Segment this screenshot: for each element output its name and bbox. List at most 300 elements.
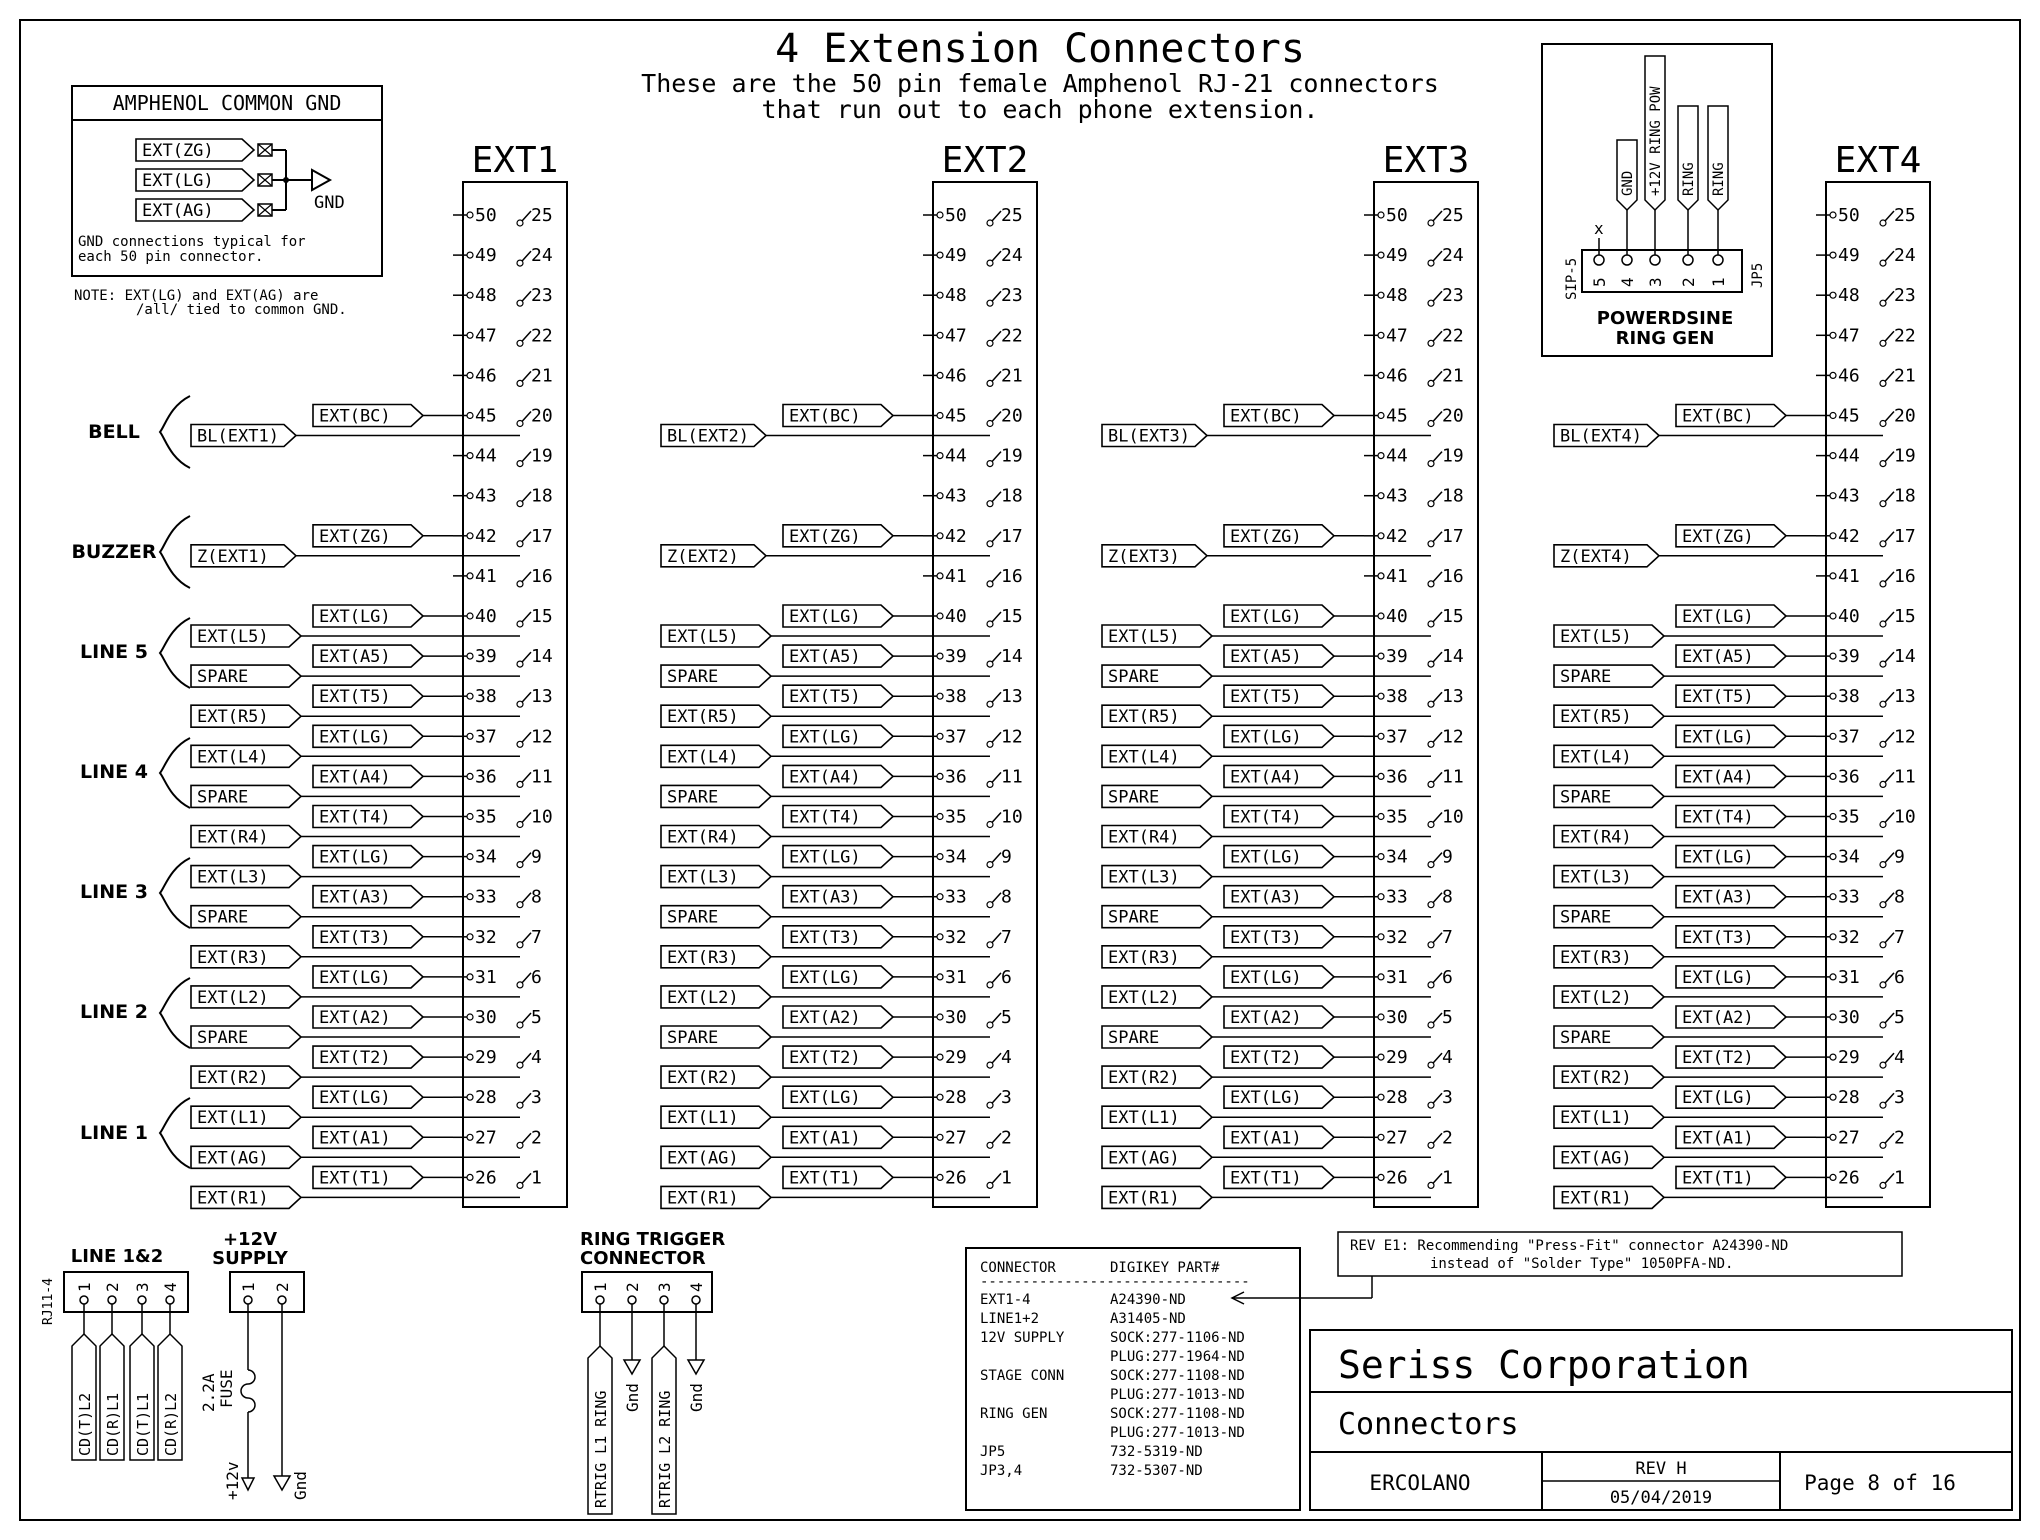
page-number: Page 8 of 16 [1804, 1471, 1956, 1495]
parts-table [966, 1248, 1372, 1510]
pin-number: 48 [945, 285, 967, 307]
port-pin-32: EXT(T3) [1682, 927, 1754, 948]
pin-number: 32 [475, 926, 497, 948]
pin-number: 44 [1386, 445, 1408, 467]
pin-number: 17 [531, 525, 553, 547]
pin-number: 30 [475, 1007, 497, 1028]
port-pin-13: EXT(R5) [197, 707, 269, 728]
parts-row-part: PLUG:277-1013-ND [1110, 1425, 1245, 1441]
pin-number: 11 [1001, 766, 1023, 788]
pin-number: 23 [1442, 285, 1464, 307]
pin-number: 35 [475, 806, 497, 828]
pin-number: 45 [945, 405, 967, 427]
port-buzzer: Z(EXT3) [1108, 546, 1180, 567]
group-labels [71, 396, 190, 1168]
pin-number: 21 [1894, 365, 1916, 387]
line12-pin-number: 3 [133, 1282, 152, 1292]
pin-number: 38 [945, 686, 967, 708]
port-pin-35: EXT(T4) [789, 807, 861, 828]
pin-number: 12 [1894, 726, 1916, 748]
pin-number: 33 [945, 886, 967, 908]
pin-number: 26 [475, 1167, 497, 1189]
pin-number: 33 [1386, 886, 1408, 908]
parts-row-part: SOCK:277-1108-ND [1110, 1368, 1245, 1384]
pin-number: 40 [1386, 606, 1408, 627]
pin-number: 13 [1001, 686, 1023, 708]
pin-number: 49 [1386, 245, 1408, 267]
port-pin-11: SPARE [667, 787, 719, 808]
pin-number: 21 [1442, 365, 1464, 387]
port-pin-26: EXT(T1) [789, 1168, 861, 1189]
pin-number: 48 [1838, 285, 1860, 307]
port-pin-27: EXT(A1) [1230, 1128, 1302, 1149]
ring-trigger-title-2: CONNECTOR [580, 1248, 706, 1269]
group-brace [160, 1098, 190, 1168]
port-pin-14: SPARE [667, 667, 719, 688]
pin-number: 5 [1894, 1007, 1905, 1028]
pin-number: 4 [1442, 1047, 1453, 1069]
port-pin-42: EXT(ZG) [319, 526, 391, 547]
connector-ext3 [1102, 140, 1478, 1208]
connector-ext2 [661, 140, 1037, 1208]
powerdsine-caption-1: POWERDSINE [1596, 308, 1734, 329]
pin-number: 8 [531, 886, 542, 908]
parts-row-connector: LINE1+2 [980, 1311, 1040, 1327]
pin-number: 8 [1894, 886, 1905, 908]
pin-number: 1 [1442, 1167, 1453, 1189]
pin-number: 41 [1838, 565, 1860, 587]
pin-number: 37 [1386, 726, 1408, 748]
pin-number: 8 [1001, 886, 1012, 908]
pin-number: 50 [1386, 205, 1408, 226]
pin-number: 41 [1386, 565, 1408, 587]
ring-trigger-pin-number: 3 [655, 1282, 674, 1292]
parts-header-connector: CONNECTOR [980, 1260, 1056, 1276]
ring-gen-port-label: RING [1681, 162, 1697, 196]
pin-number: 23 [531, 285, 553, 307]
sheet-title: Connectors [1338, 1407, 1519, 1442]
port-pin-40: EXT(LG) [1682, 607, 1754, 627]
port-pin-29: EXT(T2) [1682, 1048, 1754, 1069]
pin-number: 10 [1894, 806, 1916, 828]
pin-number: 16 [1001, 565, 1023, 587]
amphenol-common-gnd-box [72, 86, 382, 276]
line12-pin-number: 4 [161, 1282, 180, 1292]
pin-number: 4 [531, 1047, 542, 1069]
port-pin-29: EXT(T2) [1230, 1048, 1302, 1069]
ring-gen-port-label: +12V RING POW [1648, 86, 1664, 196]
port-pin-37: EXT(LG) [1682, 727, 1754, 748]
port-pin-12: EXT(L4) [1108, 747, 1180, 768]
port-pin-35: EXT(T4) [1682, 807, 1754, 828]
port-pin-15: EXT(L5) [1560, 627, 1632, 647]
line12-tag-label: CD(R)L1 [104, 1392, 122, 1456]
group-label-line-2: LINE 2 [80, 1001, 148, 1023]
pin-number: 12 [1001, 726, 1023, 748]
pin-number: 3 [1894, 1087, 1905, 1109]
port-pin-34: EXT(LG) [1682, 847, 1754, 868]
port-pin-33: EXT(A3) [1230, 887, 1302, 908]
port-pin-37: EXT(LG) [789, 727, 861, 748]
port-pin-5: SPARE [667, 1028, 719, 1048]
parts-row-part: 732-5319-ND [1110, 1444, 1203, 1460]
pin-number: 39 [945, 646, 967, 668]
port-pin-39: EXT(A5) [789, 647, 861, 668]
port-pin-32: EXT(T3) [319, 927, 391, 948]
port-pin-13: EXT(R5) [667, 707, 739, 728]
connector-title: EXT1 [471, 140, 559, 181]
line12-pin-number: 2 [103, 1282, 122, 1292]
pin-number: 6 [1442, 966, 1453, 988]
port-pin-14: SPARE [197, 667, 249, 688]
pin-number: 36 [1838, 766, 1860, 788]
port-pin-9: EXT(L3) [667, 867, 739, 888]
port-pin-39: EXT(A5) [1682, 647, 1754, 668]
pin-number: 44 [1838, 445, 1860, 467]
pin-number: 36 [945, 766, 967, 788]
rev-note [1338, 1232, 1902, 1276]
port-pin-13: EXT(R5) [1560, 707, 1632, 728]
port-pin-3: EXT(L1) [1108, 1108, 1180, 1129]
pin-number: 32 [945, 926, 967, 948]
pin-number: 31 [475, 966, 497, 988]
pin-number: 11 [531, 766, 553, 788]
pin-number: 8 [1442, 886, 1453, 908]
pin-number: 2 [1001, 1127, 1012, 1149]
pin-number: 26 [1386, 1167, 1408, 1189]
pin-number: 31 [1838, 966, 1860, 988]
port-pin-2: EXT(AG) [197, 1148, 269, 1169]
pin-2 [1683, 255, 1693, 265]
port-pin-27: EXT(A1) [319, 1128, 391, 1149]
powerdsine-caption-2: RING GEN [1615, 328, 1715, 349]
port-pin-6: EXT(L2) [1560, 987, 1632, 1008]
port-pin-2: EXT(AG) [1108, 1148, 1180, 1169]
port-pin-5: SPARE [197, 1028, 249, 1048]
pin-number: 21 [531, 365, 553, 387]
port-pin-3: EXT(L1) [667, 1108, 739, 1129]
pin-number: 45 [1838, 405, 1860, 427]
pin-number: 2 [1894, 1127, 1905, 1149]
ring-trigger-pin-number: 4 [687, 1282, 706, 1292]
pin-number: 47 [945, 325, 967, 347]
amphenol-port-2: EXT(AG) [142, 201, 214, 221]
line12-tag-label: CD(T)L1 [134, 1392, 152, 1456]
powerdsine-right-tag: JP5 [1750, 262, 1766, 288]
pin-number: 23 [1001, 285, 1023, 307]
port-pin-7: EXT(R3) [197, 947, 269, 968]
port-bell: BL(EXT2) [667, 426, 749, 447]
port-pin-45: EXT(BC) [1682, 406, 1754, 427]
port-pin-7: EXT(R3) [1560, 947, 1632, 968]
port-pin-6: EXT(L2) [667, 987, 739, 1008]
pin-number: 30 [1838, 1007, 1860, 1028]
pin-number: 50 [1838, 205, 1860, 226]
project-name: ERCOLANO [1369, 1471, 1471, 1495]
port-pin-4: EXT(R2) [197, 1068, 269, 1089]
pin-number: 32 [1386, 926, 1408, 948]
pin-number: 20 [531, 405, 553, 427]
port-pin-5: SPARE [1560, 1028, 1612, 1048]
pin-number: 20 [1894, 405, 1916, 427]
group-label-line-4: LINE 4 [80, 761, 148, 783]
port-pin-34: EXT(LG) [1230, 847, 1302, 868]
pin-number: 29 [1838, 1047, 1860, 1069]
pin-number: 31 [1386, 966, 1408, 988]
port-pin-27: EXT(A1) [1682, 1128, 1754, 1149]
fuse-label-1: 2.2A [199, 1373, 218, 1412]
pin-number: 43 [475, 485, 497, 507]
port-pin-12: EXT(L4) [197, 747, 269, 768]
port-pin-38: EXT(T5) [319, 687, 391, 708]
powerdsine-pin-number: 1 [1709, 277, 1728, 287]
pin-5 [1594, 255, 1604, 265]
pin-number: 45 [475, 405, 497, 427]
port-pin-29: EXT(T2) [789, 1048, 861, 1069]
fuse-icon [241, 1370, 255, 1412]
pin-number: 19 [1894, 445, 1916, 467]
parts-row-connector: JP5 [980, 1444, 1006, 1460]
line12-pin-number: 1 [75, 1282, 94, 1292]
port-pin-36: EXT(A4) [789, 767, 861, 788]
amphenol-port-0: EXT(ZG) [142, 141, 214, 161]
ring-trigger-pin-number: 2 [623, 1282, 642, 1292]
port-pin-1: EXT(R1) [1108, 1188, 1180, 1209]
pin-number: 22 [1001, 325, 1023, 347]
port-pin-32: EXT(T3) [1230, 927, 1302, 948]
pin-number: 5 [1442, 1007, 1453, 1028]
ring-trigger-ground-label: Gnd [623, 1383, 642, 1412]
pin-number: 10 [1442, 806, 1464, 828]
pin-number: 46 [1386, 365, 1408, 387]
pin-number: 12 [531, 726, 553, 748]
parts-row-part: A31405-ND [1110, 1311, 1186, 1327]
pin-number: 20 [1001, 405, 1023, 427]
pin-number: 39 [1838, 646, 1860, 668]
port-pin-26: EXT(T1) [319, 1168, 391, 1189]
port-pin-40: EXT(LG) [789, 607, 861, 627]
pin-number: 40 [1838, 606, 1860, 627]
pin-number: 19 [1442, 445, 1464, 467]
revision: REV H [1635, 1459, 1687, 1479]
pin-number: 7 [1001, 926, 1012, 948]
pin-number: 1 [1001, 1167, 1012, 1189]
amphenol-gnd-label: GND [314, 193, 345, 213]
company-name: Seriss Corporation [1338, 1343, 1750, 1387]
parts-row-connector: EXT1-4 [980, 1292, 1031, 1308]
supply-pin-number: 2 [273, 1282, 292, 1292]
port-pin-8: SPARE [197, 907, 249, 928]
pin-number: 3 [531, 1087, 542, 1109]
pin-number: 37 [1838, 726, 1860, 748]
ring-gen-port-label: RING [1711, 162, 1727, 196]
pin-number: 38 [1838, 686, 1860, 708]
pin-number: 28 [1386, 1087, 1408, 1109]
pin-number: 44 [475, 445, 497, 467]
connector-title: EXT2 [941, 140, 1029, 181]
pin-number: 46 [945, 365, 967, 387]
revision-date: 05/04/2019 [1609, 1488, 1713, 1508]
port-pin-31: EXT(LG) [1682, 967, 1754, 988]
line12-tag-label: CD(R)L2 [162, 1392, 180, 1456]
pin-number: 15 [1894, 606, 1916, 627]
pin-number: 39 [475, 646, 497, 668]
port-pin-5: SPARE [1108, 1028, 1160, 1048]
pin-number: 18 [1894, 485, 1916, 507]
pin-number: 24 [531, 245, 553, 267]
port-pin-30: EXT(A2) [319, 1008, 391, 1028]
rev-note-line-1: REV E1: Recommending "Press-Fit" connector A24390-ND [1350, 1238, 1789, 1254]
pin-number: 11 [1894, 766, 1916, 788]
parts-row-connector: 12V SUPPLY [980, 1330, 1065, 1346]
port-pin-42: EXT(ZG) [1230, 526, 1302, 547]
pin-number: 6 [1894, 966, 1905, 988]
port-pin-36: EXT(A4) [1230, 767, 1302, 788]
pin-number: 50 [475, 205, 497, 226]
pin-number: 25 [531, 205, 553, 226]
port-pin-40: EXT(LG) [319, 607, 391, 627]
pin-number: 16 [1894, 565, 1916, 587]
port-pin-11: SPARE [1560, 787, 1612, 808]
pin-number: 40 [945, 606, 967, 627]
pin-number: 30 [1386, 1007, 1408, 1028]
pin-number: 10 [531, 806, 553, 828]
pin-number: 18 [1442, 485, 1464, 507]
line12-tag-label: CD(T)L2 [76, 1392, 94, 1456]
group-label-line-3: LINE 3 [80, 881, 148, 903]
pin-number: 48 [1386, 285, 1408, 307]
pin-number: 22 [1442, 325, 1464, 347]
parts-row-part: A24390-ND [1110, 1292, 1186, 1308]
pin-number: 29 [945, 1047, 967, 1069]
pin-number: 28 [475, 1087, 497, 1109]
pin-number: 17 [1442, 525, 1464, 547]
pin-number: 28 [945, 1087, 967, 1109]
ring-trigger-tag-label: RTRIG L1 RING [592, 1390, 610, 1508]
connector-ext4 [1554, 140, 1930, 1208]
group-label-bell: BELL [88, 421, 140, 443]
pin-number: 34 [945, 846, 967, 868]
pin-number: 25 [1001, 205, 1023, 226]
pin-number: 30 [945, 1007, 967, 1028]
group-label-line-1: LINE 1 [80, 1122, 148, 1144]
amphenol-title: AMPHENOL COMMON GND [112, 91, 342, 115]
pin-number: 7 [531, 926, 542, 948]
port-bell: BL(EXT3) [1108, 426, 1190, 447]
port-pin-1: EXT(R1) [197, 1188, 269, 1209]
pin-number: 2 [1442, 1127, 1453, 1149]
port-pin-38: EXT(T5) [789, 687, 861, 708]
port-pin-31: EXT(LG) [1230, 967, 1302, 988]
pin-number: 42 [1386, 525, 1408, 547]
pin-number: 22 [1894, 325, 1916, 347]
pin-number: 13 [1894, 686, 1916, 708]
pin-number: 49 [475, 245, 497, 267]
port-pin-12: EXT(L4) [1560, 747, 1632, 768]
pin-number: 17 [1894, 525, 1916, 547]
port-pin-28: EXT(LG) [789, 1088, 861, 1109]
port-pin-1: EXT(R1) [667, 1188, 739, 1209]
powerdsine-pin-number: 2 [1679, 277, 1698, 287]
pin-number: 42 [1838, 525, 1860, 547]
pin-number: 27 [1838, 1127, 1860, 1149]
pin-number: 31 [945, 966, 967, 988]
pin-number: 45 [1386, 405, 1408, 427]
line12-connector [41, 1246, 188, 1460]
pin-number: 50 [945, 205, 967, 226]
page-subtitle-line-2: that run out to each phone extension. [761, 95, 1319, 124]
supply-ground-label: Gnd [291, 1471, 310, 1500]
pin-number: 13 [1442, 686, 1464, 708]
amphenol-note-line-2: /all/ tied to common GND. [136, 302, 347, 318]
port-pin-11: SPARE [197, 787, 249, 808]
supply-title-1: +12V [222, 1229, 278, 1250]
pin-3 [1650, 255, 1660, 265]
pin-number: 34 [475, 846, 497, 868]
port-pin-15: EXT(L5) [197, 627, 269, 647]
pin-number: 43 [1386, 485, 1408, 507]
port-pin-15: EXT(L5) [1108, 627, 1180, 647]
pin-number: 12 [1442, 726, 1464, 748]
port-pin-32: EXT(T3) [789, 927, 861, 948]
port-pin-35: EXT(T4) [1230, 807, 1302, 828]
pin-number: 47 [1386, 325, 1408, 347]
port-pin-9: EXT(L3) [1108, 867, 1180, 888]
port-pin-37: EXT(LG) [319, 727, 391, 748]
port-pin-6: EXT(L2) [197, 987, 269, 1008]
amphenol-note-line-1: NOTE: EXT(LG) and EXT(AG) are [74, 288, 319, 304]
port-buzzer: Z(EXT1) [197, 546, 269, 567]
pin-number: 25 [1442, 205, 1464, 226]
group-brace [160, 978, 190, 1048]
port-pin-4: EXT(R2) [1108, 1068, 1180, 1089]
port-pin-9: EXT(L3) [197, 867, 269, 888]
powerdsine-ring-gen [1542, 44, 1772, 356]
port-pin-28: EXT(LG) [319, 1088, 391, 1109]
amphenol-port-1: EXT(LG) [142, 171, 214, 191]
port-pin-36: EXT(A4) [1682, 767, 1754, 788]
port-pin-11: SPARE [1108, 787, 1160, 808]
pin-number: 27 [945, 1127, 967, 1149]
port-pin-28: EXT(LG) [1682, 1088, 1754, 1109]
pin-number: 14 [1442, 646, 1464, 668]
pin-number: 46 [475, 365, 497, 387]
supply-pin-number: 1 [239, 1282, 258, 1292]
powerdsine-pin-number: 3 [1646, 277, 1665, 287]
page-subtitle-line-1: These are the 50 pin female Amphenol RJ-21 connectors [641, 69, 1439, 98]
port-pin-2: EXT(AG) [1560, 1148, 1632, 1169]
port-buzzer: Z(EXT2) [667, 546, 739, 567]
pin-number: 4 [1001, 1047, 1012, 1069]
ground-icon [624, 1360, 640, 1374]
pin-number: 6 [1001, 966, 1012, 988]
port-pin-30: EXT(A2) [1682, 1008, 1754, 1028]
connector-title: EXT4 [1834, 140, 1922, 181]
supply-title-2: SUPPLY [212, 1248, 288, 1269]
pin-number: 24 [1894, 245, 1916, 267]
port-bell: BL(EXT4) [1560, 426, 1642, 447]
pin-number: 33 [1838, 886, 1860, 908]
powerdsine-left-tag: SIP-5 [1564, 257, 1580, 300]
pin-number: 23 [1894, 285, 1916, 307]
port-pin-2: EXT(AG) [667, 1148, 739, 1169]
page-title: 4 Extension Connectors [775, 26, 1305, 72]
port-pin-38: EXT(T5) [1682, 687, 1754, 708]
port-pin-8: SPARE [667, 907, 719, 928]
pin-number: 27 [475, 1127, 497, 1149]
pin-number: 14 [1001, 646, 1023, 668]
group-brace [160, 618, 190, 688]
